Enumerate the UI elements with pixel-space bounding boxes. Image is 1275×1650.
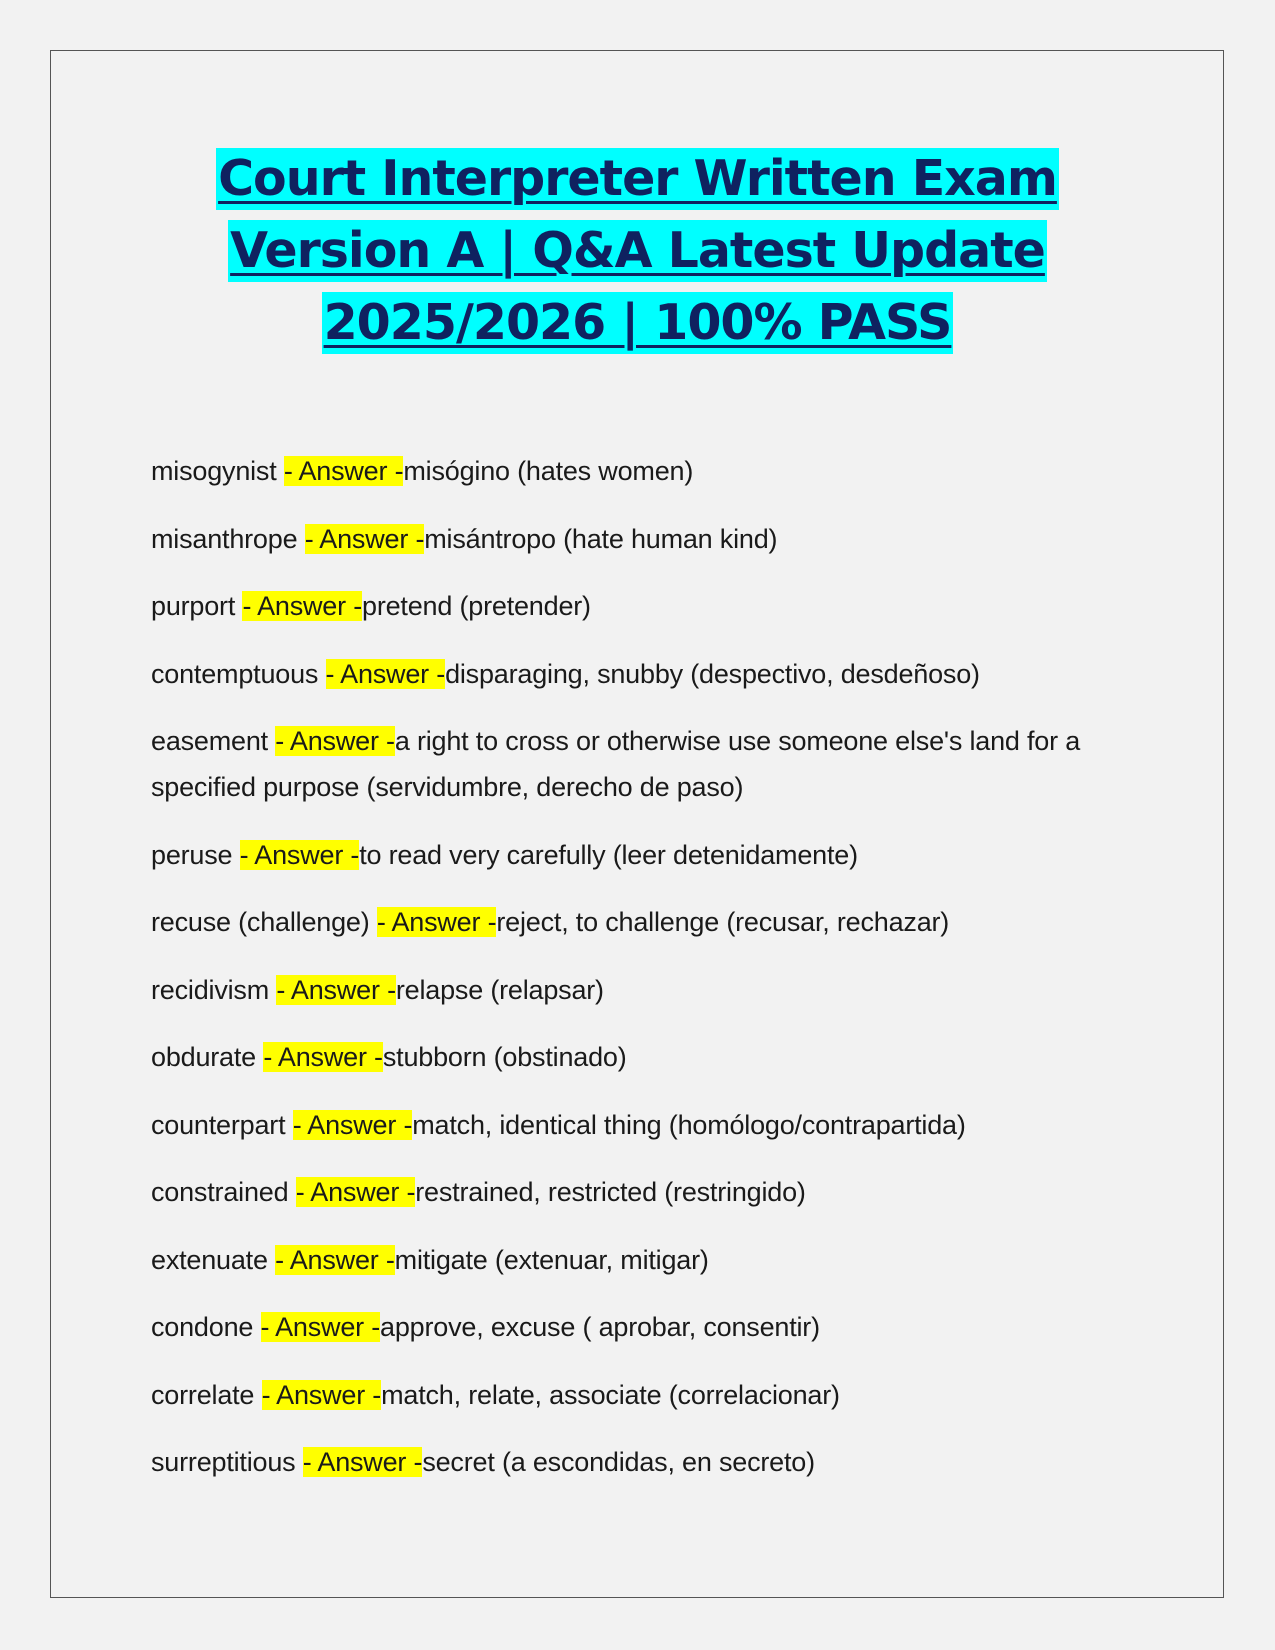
answer-separator: - Answer - (283, 456, 404, 486)
answer-separator: - Answer - (292, 1109, 413, 1140)
qa-entry (151, 1439, 1131, 1485)
qa-term: recidivism (151, 974, 270, 1005)
title-line-3: 2025/2026 | 100% PASS (322, 292, 954, 354)
qa-entry (151, 967, 1131, 1013)
qa-term: condone (151, 1312, 254, 1342)
answer-separator: - Answer - (263, 1042, 383, 1072)
qa-answer: approve, excuse ( aprobar, consentir) (380, 1312, 820, 1342)
qa-list (151, 448, 1131, 1507)
qa-term: recuse (challenge) (151, 907, 370, 937)
qa-answer: to read very carefully (leer detenidamente) (359, 839, 858, 870)
answer-separator: - Answer - (376, 907, 497, 937)
answer-separator: - Answer - (325, 658, 446, 689)
qa-entry (151, 718, 1131, 810)
qa-answer: match, identical thing (homólogo/contrapartida) (412, 1109, 966, 1140)
qa-answer: mitigate (extenuar, mitigar) (394, 1244, 709, 1275)
qa-entry (151, 899, 1131, 945)
qa-answer: secret (a escondidas, en secreto) (422, 1447, 815, 1477)
qa-answer: restrained, restricted (restringido) (415, 1177, 806, 1207)
qa-answer: misántropo (hate human kind) (424, 523, 778, 554)
qa-entry (151, 1169, 1131, 1215)
qa-term: peruse (151, 839, 233, 870)
qa-term: constrained (151, 1177, 289, 1207)
qa-entry (151, 516, 1131, 562)
qa-entry (151, 1237, 1131, 1283)
qa-entry (151, 1372, 1131, 1418)
qa-entry (151, 1102, 1131, 1148)
qa-answer: stubborn (obstinado) (382, 1042, 627, 1072)
title-line-1: Court Interpreter Written Exam (216, 148, 1059, 210)
qa-entry (151, 583, 1131, 629)
qa-answer: reject, to challenge (recusar, rechazar) (496, 907, 950, 937)
qa-answer: relapse (relapsar) (395, 974, 604, 1005)
qa-term: counterpart (151, 1109, 286, 1140)
answer-separator: - Answer - (275, 726, 395, 756)
qa-term: surreptitious (151, 1447, 296, 1477)
qa-term: easement (151, 726, 268, 756)
answer-separator: - Answer - (276, 974, 396, 1005)
qa-term: misanthrope (151, 523, 298, 554)
qa-answer: misógino (hates women) (403, 456, 694, 486)
qa-answer: pretend (pretender) (362, 591, 591, 621)
answer-separator: - Answer - (295, 1177, 416, 1207)
answer-separator: - Answer - (304, 523, 425, 554)
answer-separator: - Answer - (261, 1379, 382, 1410)
qa-entry (151, 1034, 1131, 1080)
qa-answer: match, relate, associate (correlacionar) (381, 1379, 840, 1410)
title-line-2: Version A | Q&A Latest Update (228, 220, 1047, 282)
qa-term: misogynist (151, 456, 277, 486)
qa-term: purport (151, 591, 236, 621)
qa-term: contemptuous (151, 658, 319, 689)
qa-answer: a right to cross or otherwise use someone else's land for a specified purpose (servidumbre, derecho de paso) (151, 726, 1081, 802)
answer-separator: - Answer - (239, 839, 360, 870)
qa-term: extenuate (151, 1244, 268, 1275)
qa-entry (151, 832, 1131, 878)
qa-term: obdurate (151, 1042, 256, 1072)
qa-entry (151, 651, 1131, 697)
answer-separator: - Answer - (275, 1244, 395, 1275)
qa-entry (151, 1304, 1131, 1350)
document-title (0, 148, 1275, 364)
qa-entry (151, 448, 1131, 494)
answer-separator: - Answer - (260, 1312, 381, 1342)
qa-term: correlate (151, 1379, 255, 1410)
answer-separator: - Answer - (242, 591, 362, 621)
answer-separator: - Answer - (302, 1447, 423, 1477)
qa-answer: disparaging, snubby (despectivo, desdeñoso) (445, 658, 980, 689)
